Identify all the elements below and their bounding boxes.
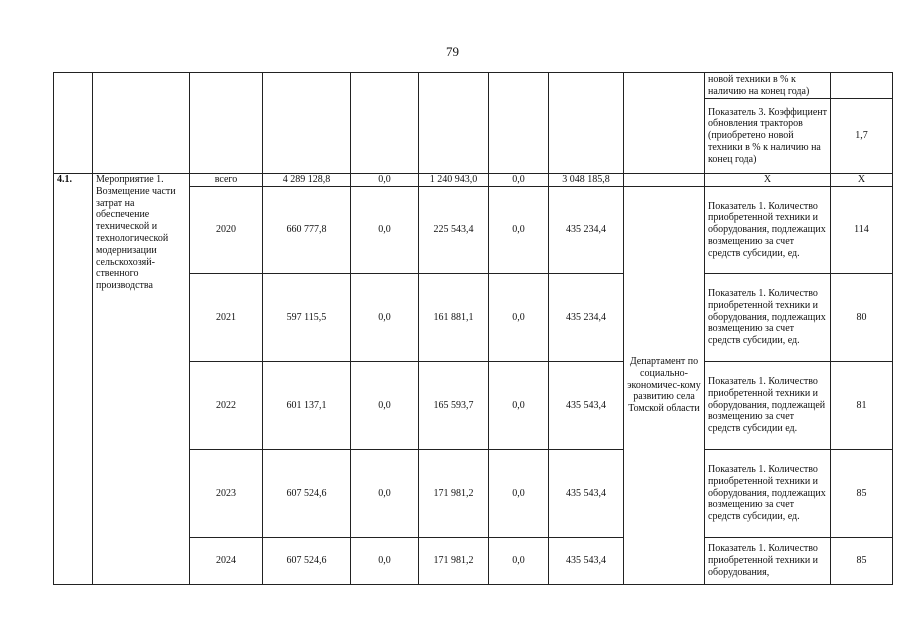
indicator-cell: Показатель 1. Количество приобретенной техники и оборудования, подлежащих возмещению за счет средств субсидии, ед. (705, 274, 831, 362)
page-number: 79 (446, 44, 459, 59)
year-cell: 2022 (190, 362, 263, 450)
other-cell: 3 048 185,8 (549, 174, 624, 187)
other-cell: 435 234,4 (549, 274, 624, 362)
regional-cell: 165 593,7 (419, 362, 489, 450)
local-cell: 0,0 (489, 362, 549, 450)
local-cell: 0,0 (489, 450, 549, 538)
value-cell: 114 (831, 187, 893, 274)
total-cell: 4 289 128,8 (263, 174, 351, 187)
value-cell: 85 (831, 538, 893, 585)
other-cell: 435 543,4 (549, 362, 624, 450)
total-cell: 660 777,8 (263, 187, 351, 274)
total-row (54, 174, 893, 187)
other-cell: 435 543,4 (549, 450, 624, 538)
indicator-cell: Х (705, 174, 831, 187)
regional-cell: 161 881,1 (419, 274, 489, 362)
empty-cell (549, 73, 624, 174)
activity-number: 4.1. (54, 174, 93, 585)
indicator-cell: Показатель 1. Количество приобретенной техники и оборудования, (705, 538, 831, 585)
empty-cell (489, 73, 549, 174)
continuation-row-1 (54, 73, 893, 99)
executor-cell: Департамент по социально-экономичес-кому развитию села Томской области (624, 187, 705, 585)
federal-cell: 0,0 (351, 538, 419, 585)
value-cell: 1,7 (831, 99, 893, 174)
value-cell: 85 (831, 450, 893, 538)
total-cell: 607 524,6 (263, 450, 351, 538)
federal-cell: 0,0 (351, 450, 419, 538)
year-cell: 2021 (190, 274, 263, 362)
other-cell: 435 234,4 (549, 187, 624, 274)
empty-cell (190, 73, 263, 174)
year-cell: всего (190, 174, 263, 187)
total-cell: 601 137,1 (263, 362, 351, 450)
program-table (53, 72, 893, 585)
year-cell: 2024 (190, 538, 263, 585)
value-cell: 81 (831, 362, 893, 450)
year-cell: 2023 (190, 450, 263, 538)
total-cell: 607 524,6 (263, 538, 351, 585)
empty-cell (93, 73, 190, 174)
local-cell: 0,0 (489, 174, 549, 187)
other-cell: 435 543,4 (549, 538, 624, 585)
regional-cell: 225 543,4 (419, 187, 489, 274)
empty-cell (624, 73, 705, 174)
regional-cell: 1 240 943,0 (419, 174, 489, 187)
value-cell: Х (831, 174, 893, 187)
local-cell: 0,0 (489, 538, 549, 585)
total-cell: 597 115,5 (263, 274, 351, 362)
empty-cell (263, 73, 351, 174)
indicator-cell: новой техники в % к наличию на конец года) (705, 73, 831, 99)
local-cell: 0,0 (489, 274, 549, 362)
indicator-cell: Показатель 1. Количество приобретенной техники и оборудования, подлежащих возмещению за счет средств субсидии, ед. (705, 187, 831, 274)
indicator-cell: Показатель 1. Количество приобретенной техники и оборудования, подлежащих возмещению за счет средств субсидии, ед. (705, 450, 831, 538)
value-cell (831, 73, 893, 99)
empty-cell (419, 73, 489, 174)
empty-cell (351, 73, 419, 174)
regional-cell: 171 981,2 (419, 538, 489, 585)
value-cell: 80 (831, 274, 893, 362)
year-cell: 2020 (190, 187, 263, 274)
regional-cell: 171 981,2 (419, 450, 489, 538)
federal-cell: 0,0 (351, 274, 419, 362)
federal-cell: 0,0 (351, 174, 419, 187)
activity-name: Мероприятие 1. Возмещение части затрат на обеспечение технической и технологической модернизации сельскохозяй-ственного производства (93, 174, 190, 585)
executor-cell (624, 174, 705, 187)
empty-cell (54, 73, 93, 174)
local-cell: 0,0 (489, 187, 549, 274)
federal-cell: 0,0 (351, 362, 419, 450)
indicator-cell: Показатель 1. Количество приобретенной техники и оборудования, подлежащей возмещению за счет средств субсидии ед. (705, 362, 831, 450)
federal-cell: 0,0 (351, 187, 419, 274)
indicator-cell: Показатель 3. Коэффициент обновления тракторов (приобретено новой техники в % к наличию на конец года) (705, 99, 831, 174)
